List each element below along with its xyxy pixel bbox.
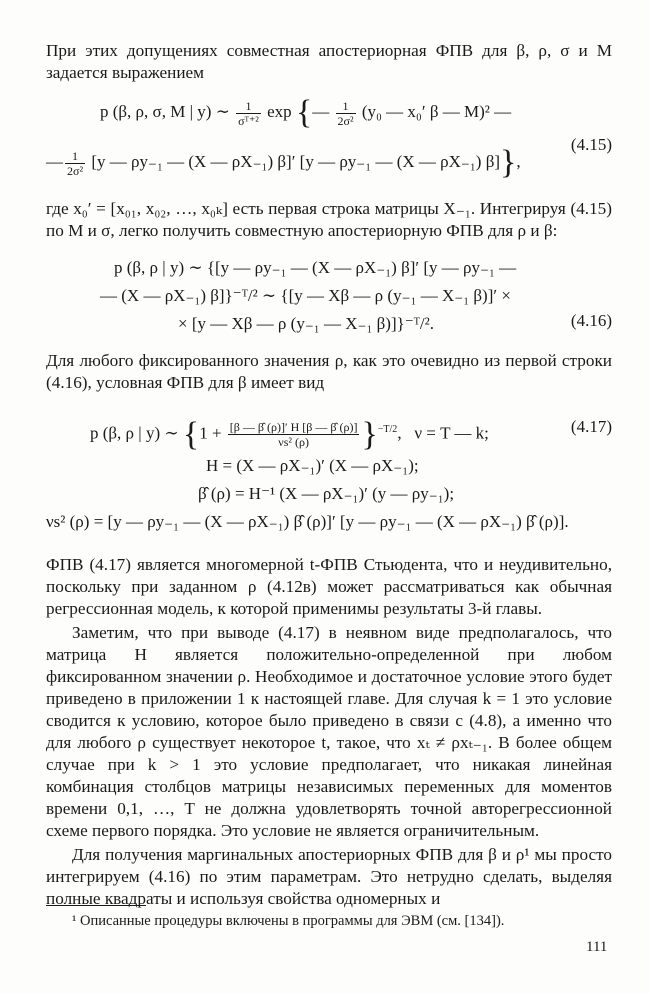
page-number: 111 — [586, 939, 608, 955]
equation-4-17 — [46, 408, 612, 540]
eq415-lhs: p (β, ρ, σ, M | y) ∼ — [100, 102, 230, 121]
equation-4-16-line-2: — (X — ρX₋₁) β]}⁻ᵀ/² ∼ {[y — Xβ — ρ (y₋₁ — X₋₁ β)]′ × — [100, 286, 511, 305]
paragraph-fixed-rho: Для любого фиксированного значения ρ, как это очевидно из первой строки (4.16), условная ФПВ для β имеет вид — [46, 351, 612, 392]
eq415-frac-2: $\frac{1}{\text{2σ²}}$ — [337, 98, 354, 128]
equation-4-16 — [46, 254, 612, 338]
equation-4-17-line-3: β̂ (ρ) = H⁻¹ (X — ρX₋₁)′ (y — ρy₋₁); — [198, 484, 455, 503]
eq415-frac-3: $\frac{1}{\text{2σ²}}$ — [67, 148, 84, 178]
equation-4-16-line-1: p (β, ρ | y) ∼ {[y — ρy₋₁ — (X — ρX₋₁) β]′ [y — ρy₋₁ — — [114, 258, 517, 277]
page-body — [46, 40, 612, 910]
eq417-lhs: p (β, ρ | y) ∼ — [90, 423, 179, 443]
footnote-rule — [46, 905, 146, 906]
eq415-exp: exp — [267, 102, 292, 121]
paragraph-where: где x₀′ = [x₀₁, x₀₂, …, x₀ₖ] есть первая строка матрицы X₋₁. Интегрируя (4.15) по M и σ, легко получить совместную апостериорную ФПВ для ρ и β: — [46, 199, 612, 240]
equation-number-4-17: (4.17) — [570, 417, 612, 436]
equation-4-15-line-2: — $\frac{1}{\text{2σ²}}$ [y — ρy₋₁ — (X — ρX₋₁) β]′ [y — ρy₋₁ — (X — ρX₋₁) β]}, — [46, 144, 521, 182]
equation-number-4-15: (4.15) — [570, 135, 612, 154]
equation-4-17-line-2: H = (X — ρX₋₁)′ (X — ρX₋₁); — [206, 456, 419, 475]
equation-4-17-line-4: νs² (ρ) = [y — ρy₋₁ — (X — ρX₋₁) β̂ (ρ)]′ [y — ρy₋₁ — (X — ρX₋₁) β̂ (ρ)]. — [46, 512, 569, 531]
equation-4-16-line-3: × [y — Xβ — ρ (y₋₁ — X₋₁ β)]}⁻ᵀ/². — [178, 314, 434, 333]
eq415-frac-1: $\frac{1}{\text{σᵀ⁺²}}$ — [238, 98, 259, 128]
eq415-rest: (y₀ — x₀′ β — M)² — — [361, 102, 512, 121]
equation-4-17-line-1: p (β, ρ | y) ∼ {1 + $\frac{[\beta — \betâ (\rho)]' H [\beta — \betâ (\rho)]}{\text{νs² (ρ)}}$ }$^{-T/2}$, ν = T — k; — [90, 415, 489, 453]
footnote: ¹ Описанные процедуры включены в программы для ЭВМ (см. [134]). — [72, 913, 505, 929]
equation-number-4-16: (4.16) — [570, 311, 612, 330]
equation-4-15 — [46, 94, 612, 184]
eq415-bracket-term: [y — ρy₋₁ — (X — ρX₋₁) β]′ [y — ρy₋₁ — (X — ρX₋₁) β] — [91, 152, 501, 171]
eq417-exponent: −T/2 — [377, 424, 398, 435]
paragraph-note: Заметим, что при выводе (4.17) в неявном виде предполагалось, что матрица H является положительно-определенной при любом фиксированном значении ρ. Необходимое и достаточное условие этого будет приведено в приложении 1 к настоящей главе. Для случая k = 1 это условие сводится к условию, которое было приведено в связи с (4.8), а именно что для любого ρ существует некоторое t, такое, что xₜ ≠ ρxₜ₋₁. В более общем случае при k > 1 это условие предполагает, что никакая линейная комбинация столбцов матрицы независимых переменных для моментов времени 0,1, …, T не должна удовлетворять точной авторегрессионной схеме первого порядка. Это условие не является ограничительным. — [46, 623, 612, 840]
eq417-nu: ν = T — k; — [414, 423, 489, 443]
paragraph-student: ФПВ (4.17) является многомерной t-ФПВ Стьюдента, что и неудивительно, поскольку при заданном ρ (4.12в) может рассматриваться как обычная регрессионная модель, к которой применимы результаты 3-й главы. — [46, 555, 612, 618]
paragraph-marginal: Для получения маргинальных апостериорных ФПВ для β и ρ¹ мы просто интегрируем (4.16) по этим параметрам. Это нетрудно сделать, выделяя полные квадраты и используя свойства одномерных и — [46, 845, 612, 908]
paragraph-intro: При этих допущениях совместная апостериорная ФПВ для β, ρ, σ и M задается выражением — [46, 41, 612, 82]
equation-4-15-line-1: p (β, ρ, σ, M | y) ∼ $\frac{1}{\text{σᵀ⁺²}}$ exp {— $\frac{1}{\text{2σ²}}$ (y₀ — x₀′ β — M)² — — [100, 94, 512, 132]
eq417-frac: $\frac{[\beta — \betâ (\rho)]' H [\beta — \betâ (\rho)]}{\text{νs² (ρ)}}$ — [229, 420, 358, 450]
